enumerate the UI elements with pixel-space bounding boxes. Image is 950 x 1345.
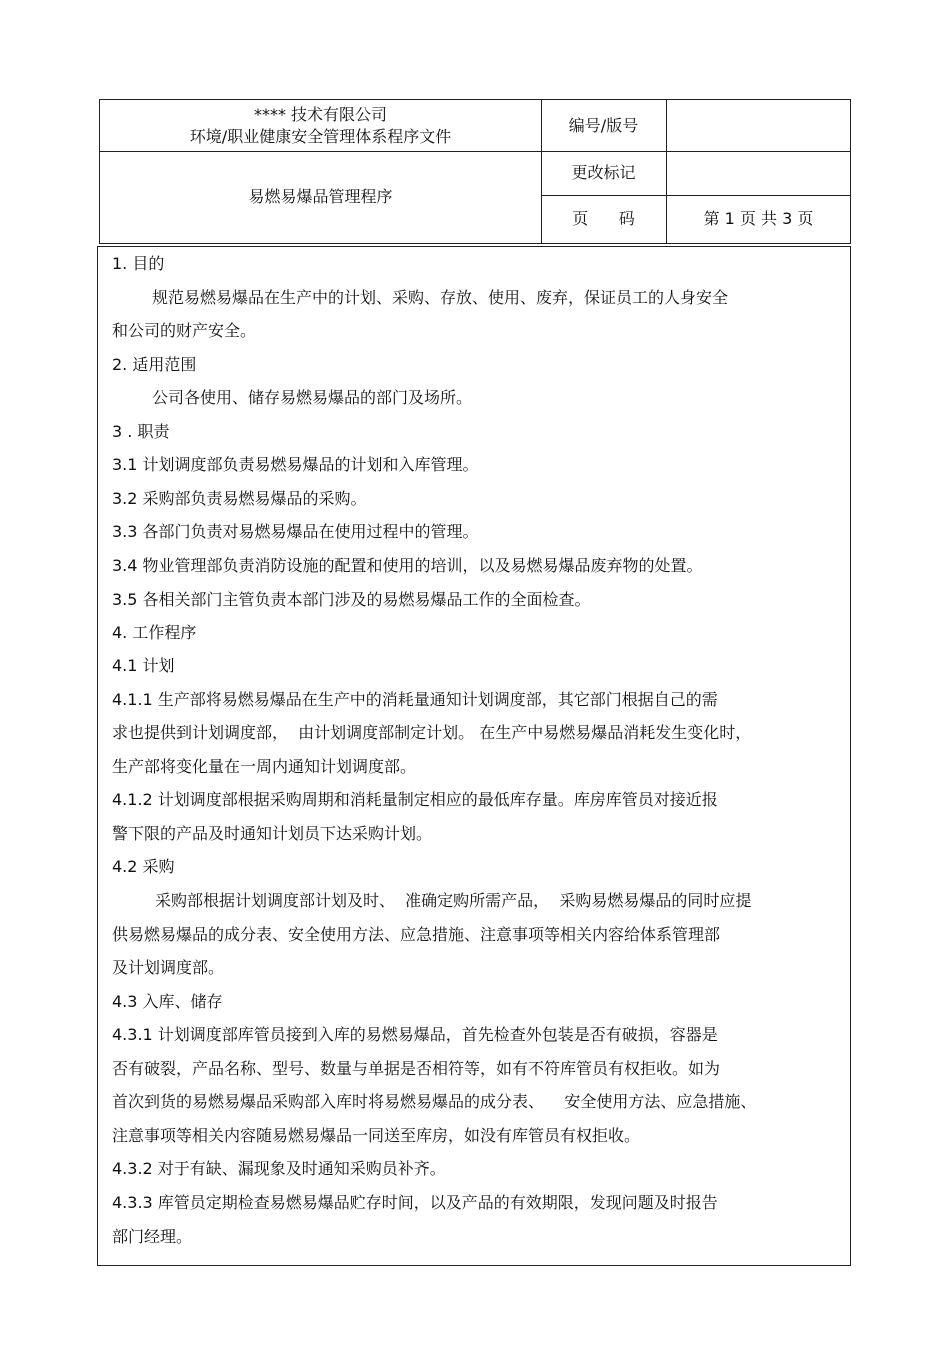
page-value: 第 1 页 共 3 页 xyxy=(703,209,814,228)
change-mark-value xyxy=(666,151,851,195)
document-header-table xyxy=(99,99,851,244)
change-mark-label: 更改标记 xyxy=(571,163,636,182)
doc-title: 易燃易爆品管理程序 xyxy=(248,187,393,206)
paragraph-line: 供易燃易爆品的成分表、安全使用方法、应急措施、注意事项等相关内容给体系管理部 xyxy=(112,925,721,944)
section-heading: 3 . 职责 xyxy=(112,422,170,441)
no-version-value xyxy=(666,100,851,151)
paragraph-line: 3.1 计划调度部负责易燃易爆品的计划和入库管理。 xyxy=(112,455,479,474)
paragraph-line: 规范易燃易爆品在生产中的计划、采购、存放、使用、废弃，保证员工的人身安全 xyxy=(152,288,729,307)
section-heading: 2. 适用范围 xyxy=(112,355,197,374)
paragraph-line: 首次到货的易燃易爆品采购部入库时将易燃易爆品的成分表、 安全使用方法、应急措施、 xyxy=(112,1092,757,1111)
subsection-heading: 4.3 入库、储存 xyxy=(112,992,223,1011)
no-version-label: 编号/版号 xyxy=(568,115,639,135)
company-name: **** 技术有限公司 xyxy=(253,104,388,124)
system-title: 环境/职业健康安全管理体系程序文件 xyxy=(189,126,452,146)
paragraph-line: 3.4 物业管理部负责消防设施的配置和使用的培训，以及易燃易爆品废弃物的处置。 xyxy=(112,556,703,575)
paragraph-line: 4.1.1 生产部将易燃易爆品在生产中的消耗量通知计划调度部，其它部门根据自己的需 xyxy=(112,690,718,709)
paragraph-line: 3.5 各相关部门主管负责本部门涉及的易燃易爆品工作的全面检查。 xyxy=(112,590,591,609)
paragraph-line: 和公司的财产安全。 xyxy=(112,321,257,340)
paragraph-line: 3.2 采购部负责易燃易爆品的采购。 xyxy=(112,489,367,508)
paragraph-line: 生产部将变化量在一周内通知计划调度部。 xyxy=(112,757,417,776)
paragraph-line: 及计划调度部。 xyxy=(112,958,225,977)
paragraph-line: 部门经理。 xyxy=(112,1227,193,1246)
paragraph-line: 4.3.2 对于有缺、漏现象及时通知采购员补齐。 xyxy=(112,1159,446,1178)
paragraph-line: 否有破裂，产品名称、型号、数量与单据是否相符等，如有不符库管员有权拒收。如为 xyxy=(112,1059,721,1078)
section-heading: 4. 工作程序 xyxy=(112,623,197,642)
paragraph-line: 3.3 各部门负责对易燃易爆品在使用过程中的管理。 xyxy=(112,522,479,541)
paragraph-line: 公司各使用、储存易燃易爆品的部门及场所。 xyxy=(152,388,473,407)
paragraph-line: 注意事项等相关内容随易燃易爆品一同送至库房，如没有库管员有权拒收。 xyxy=(112,1126,641,1145)
paragraph-line: 4.3.1 计划调度部库管员接到入库的易燃易爆品，首先检查外包装是否有破损，容器是 xyxy=(112,1025,718,1044)
subsection-heading: 4.1 计划 xyxy=(112,656,175,675)
paragraph-line: 4.1.2 计划调度部根据采购周期和消耗量制定相应的最低库存量。库房库管员对接近报 xyxy=(112,790,718,809)
paragraph-line: 采购部根据计划调度部计划及时、 准确定购所需产品， 采购易燃易爆品的同时应提 xyxy=(155,891,752,910)
paragraph-line: 警下限的产品及时通知计划员下达采购计划。 xyxy=(112,824,433,843)
section-heading: 1. 目的 xyxy=(112,254,165,273)
paragraph-line: 求也提供到计划调度部， 由计划调度部制定计划。 在生产中易燃易爆品消耗发生变化时， xyxy=(112,723,752,742)
header-title-cell xyxy=(100,100,541,151)
subsection-heading: 4.2 采购 xyxy=(112,857,175,876)
paragraph-line: 4.3.3 库管员定期检查易燃易爆品贮存时间，以及产品的有效期限，发现问题及时报告 xyxy=(112,1193,718,1212)
page-label: 页 码 xyxy=(572,209,635,228)
